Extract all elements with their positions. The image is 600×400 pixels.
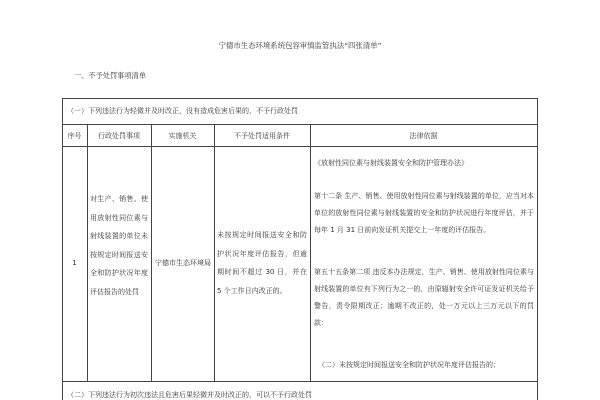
header-number: 序号 (67, 132, 82, 140)
section-heading: 一、不予处罚事项清单 (74, 71, 146, 80)
table-border-left (62, 98, 63, 400)
basis-regulation-title: 《放射性同位素与射线装置安全和防护管理办法》 (314, 159, 468, 167)
row-penalty-item: 对生产、销售、使用放射性同位素与射线装置的单位未按规定时间报送安全和防护状况年度评估报告的处罚 (90, 195, 148, 296)
row-number: 1 (72, 259, 77, 267)
column-divider (87, 124, 88, 381)
column-divider (151, 124, 152, 381)
column-divider (310, 124, 311, 381)
table-rule-header (62, 146, 538, 147)
column-divider (214, 124, 215, 381)
row-agency: 宁德市生态环境局 (155, 259, 211, 267)
basis-clause-2: （二）未按规定时间报送安全和防护状况年度评估报告的； (318, 361, 500, 369)
header-legal-basis: 法律依据 (409, 132, 438, 140)
table-rule-row1 (62, 381, 538, 382)
basis-article-55: 第五十五条第二项 违反本办法规定，生产、销售、使用放射性同位素与射线装置的单位有下列行为之一的，由原辐射安全许可证发证机关给予警告，责令限期改正；逾期不改正的，处一万元以上三万元以下的罚款： (314, 268, 534, 327)
row-condition: 未按规定时间报送安全和防护状况年度评估报告，但逾期时间不超过 30 日，并在 5 个工作日内改正的。 (217, 231, 307, 295)
table-border-top (62, 98, 538, 99)
group2-title: （二）下列违法行为初次违法且危害后果轻微并及时改正的，可以不予行政处罚 (67, 391, 312, 399)
header-condition: 不予处罚适用条件 (234, 132, 290, 140)
table-rule-group1 (62, 124, 538, 125)
document-title: 宁德市生态环境系统包容审慎监管执法“四张清单” (218, 41, 382, 50)
header-penalty-item: 行政处罚事项 (98, 132, 140, 140)
header-agency: 实施机关 (168, 132, 197, 140)
group1-title: （一）下列违法行为轻微并及时改正，没有造成危害后果的，不予行政处罚 (67, 107, 298, 115)
table-border-right (537, 98, 538, 400)
basis-article-12: 第十二条 生产、销售、使用放射性同位素与射线装置的单位，应当对本单位的放射性同位素与射线装置的安全和防护状况进行年度评估，并于每年 1 月 31 日前向发证机关提交上一年度的评估报告。 (314, 192, 534, 234)
